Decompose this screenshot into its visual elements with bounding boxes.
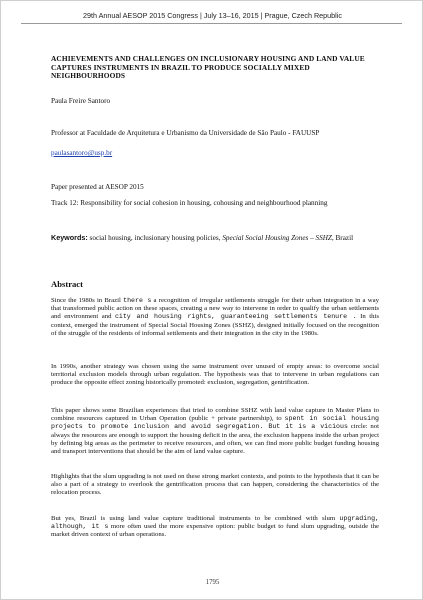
abstract-paragraph-3 xyxy=(51,407,379,456)
keywords-end: , Brazil xyxy=(331,234,354,242)
page-number: 1795 xyxy=(205,579,220,586)
p5-text-b: more often used the more expensive option: public budget to fund slum upgrading, outside the market driven context of urban operations. xyxy=(51,523,379,539)
abstract-paragraph-4: Highlights that the slum upgrading is not used on these strong market contexts, and points to the hypothesis that it can be also a part of a strategy to overlook the gentrification process that can happen, considering the characteristics of the relocation process. xyxy=(51,473,379,497)
author-email-link[interactable]: paulasantoro@usp.br xyxy=(51,149,113,157)
abstract-paragraph-1 xyxy=(51,297,379,338)
p3-mono: spent in social housing projects to promote inclusion and avoid segregation. But it is a vicious xyxy=(51,415,379,431)
keywords-label: Keywords: xyxy=(51,233,88,242)
author-name: Paula Freire Santoro xyxy=(51,97,111,105)
p1-text-b: a recognition of irregular settlements struggle for their urban integration in a way that transformed public action on these spaces, creating a new way to intervene in order to qualify the urban settlements and environment and xyxy=(51,297,379,321)
p1-mono-2: city and housing rights, guaranteeing settlements tenure . xyxy=(114,313,357,321)
p3-text-a: This paper shows some Brazilian experiences that tried to combine SSHZ with land value capture in Master Plans to combine resources captured in Urban Operation (public + private partnership), to xyxy=(51,407,379,423)
abstract-paragraph-2: In 1990s, another strategy was chosen using the same instrument over unused of empty areas: to overcome social territorial exclusion models through urban regulation. The hypothesis was that to intervene in urban regulations can produce the opposite effect zoning historically promoted: exclusion, segregation, gentrification. xyxy=(51,363,379,387)
header-divider xyxy=(21,23,402,24)
paper-title: ACHIEVEMENTS AND CHALLENGES ON INCLUSIONARY HOUSING AND LAND VALUE CAPTURES INSTRUMENTS IN BRAZIL TO PRODUCE SOCIALLY MIXED NEIGHBOURHOODS xyxy=(51,54,365,81)
presented-note: Paper presented at AESOP 2015 xyxy=(51,183,144,191)
keywords-text: social housing, inclusionary housing policies, xyxy=(87,234,223,242)
abstract-paragraph-5 xyxy=(51,515,379,540)
author-affiliation: Professor at Faculdade de Arquitetura e Urbanismo da Universidade de São Paulo - FAUUSP xyxy=(51,129,320,137)
abstract-heading: Abstract xyxy=(51,279,83,289)
p3-text-b: circle: not always the resources are enough to support the housing deficit in the area, the exclusion happens inside the urban project by defining big areas as the perimeter to receive resources, and often, we can find more public budget funding housing and transport interventions that should be the aim of land value capture. xyxy=(51,423,379,456)
p1-text-c: In this context, emerged the instrument of Special Social Housing Zones (SSHZ), designed initially focused on the recognition of the struggle of the residents of informal settlements and their integration in the city in the 1980s. xyxy=(51,313,379,337)
p5-text-a: But yes, Brazil is using land value capture traditional instruments to be combined with slum xyxy=(51,515,340,522)
p5-mono: upgrading, although, it s xyxy=(51,515,379,531)
running-header: 29th Annual AESOP 2015 Congress | July 13–16, 2015 | Prague, Czech Republic xyxy=(83,11,342,20)
track-note: Track 12: Responsibility for social cohesion in housing, cohousing and neighbourhood planning xyxy=(51,199,328,207)
keywords-line xyxy=(51,233,381,243)
keywords-italic: Special Social Housing Zones – SSHZ xyxy=(222,234,332,242)
p1-mono-1: there s xyxy=(123,297,152,304)
p1-text-a: Since the 1980s in Brazil xyxy=(51,297,124,304)
